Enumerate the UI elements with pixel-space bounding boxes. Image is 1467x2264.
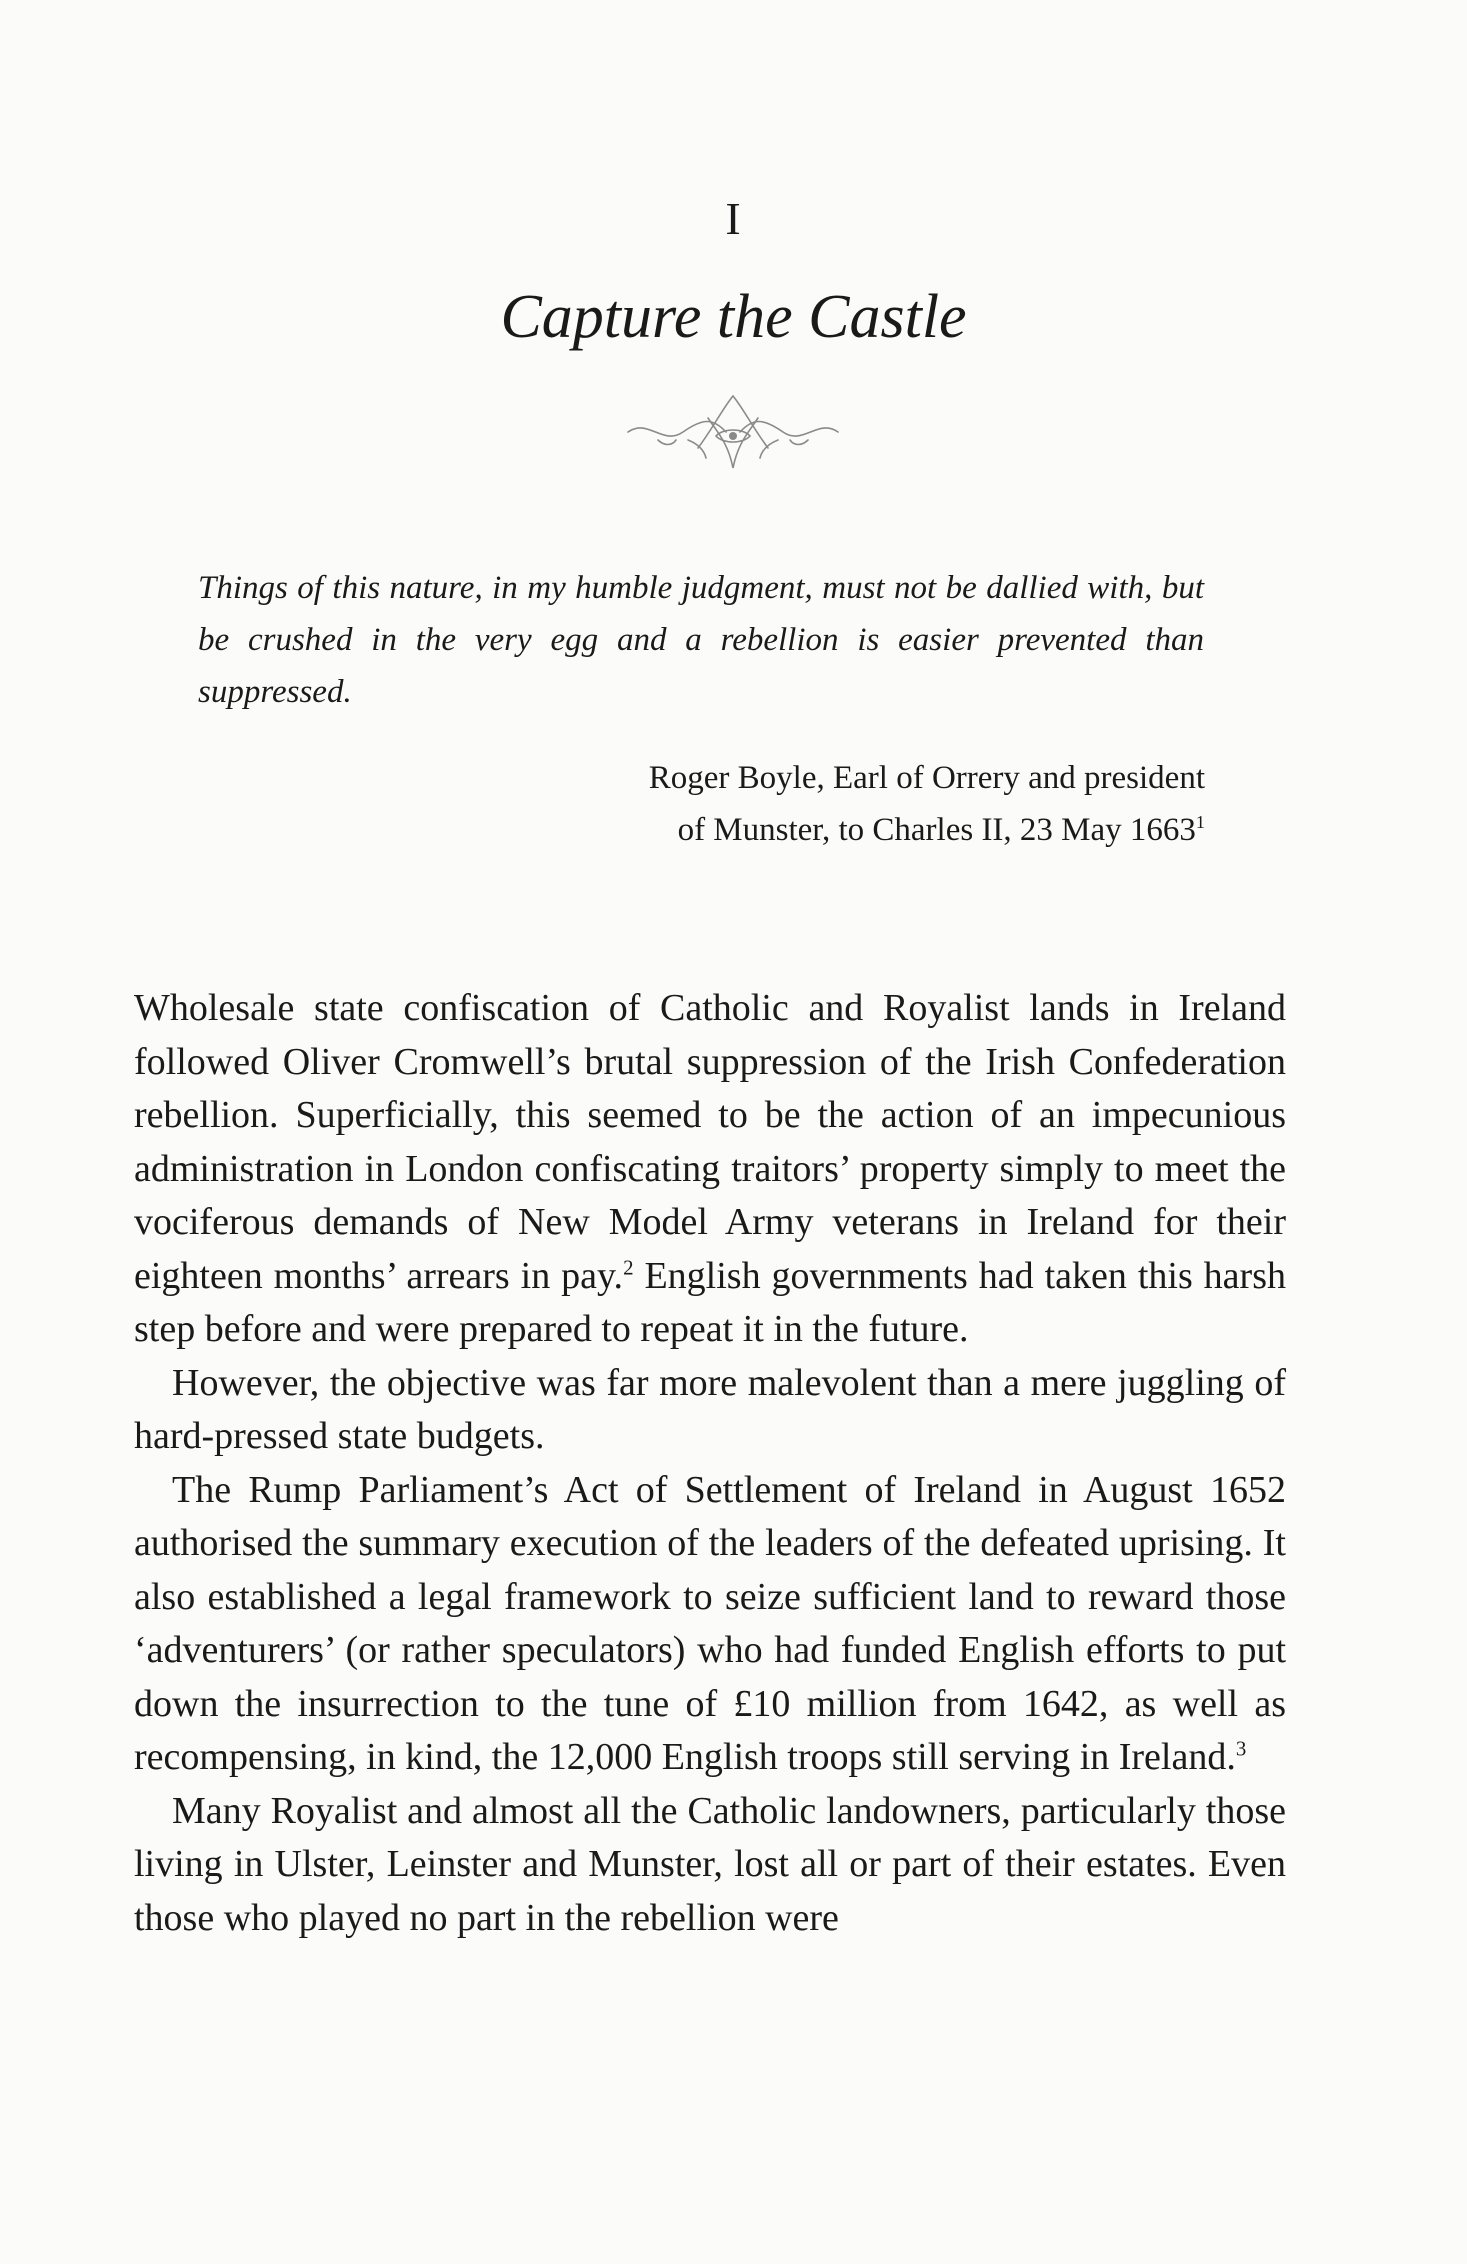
floral-flourish-icon bbox=[618, 388, 848, 476]
footnote-marker: 1 bbox=[1195, 812, 1205, 832]
paragraph-text: The Rump Parliament’s Act of Settlement of Ireland in August 1652 authorised the summary execution of the leaders of the defeated uprising. It also established a legal framework to seize sufficient land to reward those ‘adventurers’ (or rather speculators) who had funded English efforts to put down the insurrection to the tune of £10 million from 1642, as well as recompensing, in kind, the 12,000 English troops still serving in Ireland. bbox=[134, 1468, 1286, 1778]
body-text bbox=[134, 982, 1286, 1945]
paragraph bbox=[134, 1357, 1286, 1464]
epigraph-attribution bbox=[445, 752, 1205, 856]
footnote-marker: 3 bbox=[1235, 1736, 1247, 1761]
paragraph-text: However, the objective was far more malevolent than a mere juggling of hard-pressed state budgets. bbox=[134, 1361, 1286, 1457]
paragraph-text-tail: English governments had taken this harsh step before and were prepared to repeat it in the future. bbox=[134, 1254, 1286, 1350]
paragraph bbox=[134, 1785, 1286, 1946]
paragraph bbox=[134, 982, 1286, 1357]
attribution-line-1: Roger Boyle, Earl of Orrery and president bbox=[648, 760, 1205, 796]
chapter-title: Capture the Castle bbox=[500, 283, 967, 351]
footnote-marker: 2 bbox=[623, 1254, 634, 1279]
paragraph bbox=[134, 1464, 1286, 1785]
paragraph-text: Many Royalist and almost all the Catholic landowners, particularly those living in Ulster, Leinster and Munster, lost all or part of their estates. Even those who played no part in the rebellion were bbox=[134, 1789, 1286, 1939]
attribution-line-2-text: of Munster, to Charles II, 23 May 1663 bbox=[677, 812, 1196, 848]
chapter-number: I bbox=[725, 193, 742, 244]
paragraph-text: Wholesale state confiscation of Catholic and Royalist lands in Ireland followed Oliver Cromwell’s brutal suppression of the Irish Confederation rebellion. Superficially, this seemed to be the action of an impecunious administration in London confiscating traitors’ property simply to meet the vociferous demands of New Model Army veterans in Ireland for their eighteen months’ arrears in pay. bbox=[134, 987, 1286, 1297]
epigraph-quote: Things of this nature, in my humble judgment, must not be dallied with, but be crushed in the very egg and a rebellion is easier prevented than suppressed. bbox=[198, 570, 1204, 710]
attribution-line-2 bbox=[445, 804, 1205, 856]
